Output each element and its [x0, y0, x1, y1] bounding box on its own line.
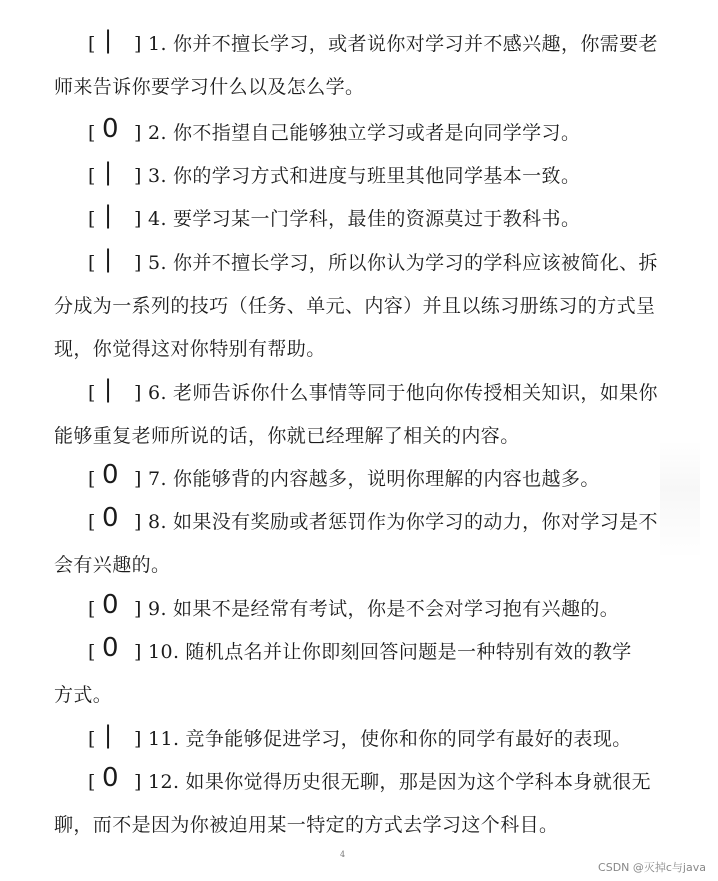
question-item [54, 198, 686, 241]
question-text: 要学习某一门学科，最佳的资源莫过于教科书。 [172, 208, 581, 230]
question-item [54, 155, 686, 198]
question-item [54, 631, 686, 717]
question-number: 1. [148, 33, 167, 55]
handwritten-zero-mark: 0 [102, 633, 119, 663]
question-text: 你不指望自己能够独立学习或者是向同学学习。 [172, 122, 581, 144]
answer-bracket [88, 718, 148, 761]
question-text: 老师告诉你什么事情等同于他向你传授相关知识，如果你 [172, 382, 658, 404]
scan-smudge [660, 440, 700, 560]
bracket-close: ] [134, 468, 142, 490]
bracket-open: [ [88, 33, 96, 55]
question-item [54, 112, 686, 155]
question-item [54, 242, 686, 371]
question-text: 你能够背的内容越多，说明你理解的内容也越多。 [172, 468, 600, 490]
bracket-close: ] [134, 771, 142, 793]
question-number: 10. [148, 641, 180, 663]
question-text-continued: 会有兴趣的。 [54, 554, 171, 576]
question-item [54, 23, 686, 109]
question-number: 3. [148, 165, 167, 187]
bracket-open: [ [88, 208, 96, 230]
answer-bracket [88, 112, 148, 155]
bracket-close: ] [134, 641, 142, 663]
question-text: 如果不是经常有考试，你是不会对学习抱有兴趣的。 [172, 598, 620, 620]
bracket-close: ] [134, 208, 142, 230]
answer-bracket [88, 198, 148, 241]
bracket-close: ] [134, 122, 142, 144]
bracket-close: ] [134, 598, 142, 620]
question-item [54, 761, 686, 847]
question-number: 4. [148, 208, 167, 230]
question-text-continued: 师来告诉你要学习什么以及怎么学。 [54, 76, 365, 98]
question-item [54, 588, 686, 631]
question-item [54, 718, 686, 761]
question-number: 8. [148, 511, 167, 533]
bracket-open: [ [88, 165, 96, 187]
question-text: 你的学习方式和进度与班里其他同学基本一致。 [172, 165, 581, 187]
bracket-open: [ [88, 468, 96, 490]
answer-bracket [88, 458, 148, 501]
page-number: 4 [340, 850, 346, 859]
handwritten-one-mark: | [104, 26, 113, 54]
handwritten-zero-mark: 0 [102, 503, 119, 533]
answer-bracket [88, 588, 148, 631]
answer-bracket [88, 372, 148, 415]
question-text-continued: 能够重复老师所说的话，你就已经理解了相关的内容。 [54, 425, 520, 447]
handwritten-one-mark: | [104, 375, 113, 403]
question-first-line [54, 155, 686, 198]
handwritten-one-mark: | [104, 721, 113, 749]
question-number: 7. [148, 468, 167, 490]
question-text-continued: 方式。 [54, 684, 113, 706]
bracket-open: [ [88, 122, 96, 144]
question-number: 9. [148, 598, 167, 620]
answer-bracket [88, 631, 148, 674]
question-first-line [54, 23, 686, 66]
bracket-close: ] [134, 382, 142, 404]
question-first-line [54, 458, 686, 501]
question-number: 2. [148, 122, 167, 144]
question-first-line [54, 631, 686, 674]
question-first-line [54, 198, 686, 241]
bracket-open: [ [88, 382, 96, 404]
answer-bracket [88, 155, 148, 198]
bracket-open: [ [88, 252, 96, 274]
bracket-close: ] [134, 33, 142, 55]
handwritten-one-mark: | [104, 158, 113, 186]
bracket-open: [ [88, 771, 96, 793]
question-number: 6. [148, 382, 167, 404]
question-number: 5. [148, 252, 167, 274]
handwritten-one-mark: | [104, 245, 113, 273]
handwritten-zero-mark: 0 [102, 763, 119, 793]
question-first-line [54, 242, 686, 285]
question-text: 竞争能够促进学习，使你和你的同学有最好的表现。 [185, 728, 632, 750]
question-first-line [54, 588, 686, 631]
question-item [54, 372, 686, 458]
question-text-continued: 聊，而不是因为你被迫用某一特定的方式去学习这个科目。 [54, 814, 559, 836]
handwritten-zero-mark: 0 [102, 460, 119, 490]
question-number: 11. [148, 728, 180, 750]
answer-bracket [88, 761, 148, 804]
question-first-line [54, 761, 686, 804]
handwritten-one-mark: | [104, 201, 113, 229]
question-text-continued: 现，你觉得这对你特别有帮助。 [54, 338, 326, 360]
question-number: 12. [148, 771, 180, 793]
bracket-close: ] [134, 511, 142, 533]
question-text: 你并不擅长学习，所以你认为学习的学科应该被简化、拆 [172, 252, 658, 274]
answer-bracket [88, 23, 148, 66]
bracket-open: [ [88, 641, 96, 663]
question-first-line [54, 718, 686, 761]
bracket-open: [ [88, 598, 96, 620]
question-item [54, 501, 686, 587]
watermark: CSDN @灭掉c与java [598, 861, 706, 874]
question-text: 你并不擅长学习，或者说你对学习并不感兴趣，你需要老 [172, 33, 658, 55]
handwritten-zero-mark: 0 [102, 590, 119, 620]
question-first-line [54, 372, 686, 415]
question-first-line [54, 501, 686, 544]
bracket-close: ] [134, 165, 142, 187]
question-text: 如果没有奖励或者惩罚作为你学习的动力，你对学习是不 [172, 511, 658, 533]
question-text: 如果你觉得历史很无聊，那是因为这个学科本身就很无 [185, 771, 652, 793]
bracket-close: ] [134, 728, 142, 750]
bracket-open: [ [88, 511, 96, 533]
handwritten-zero-mark: 0 [102, 114, 119, 144]
question-text-continued: 分成为一系列的技巧（任务、单元、内容）并且以练习册练习的方式呈 [54, 295, 656, 317]
answer-bracket [88, 242, 148, 285]
question-first-line [54, 112, 686, 155]
question-item [54, 458, 686, 501]
bracket-open: [ [88, 728, 96, 750]
bracket-close: ] [134, 252, 142, 274]
question-text: 随机点名并让你即刻回答问题是一种特别有效的教学 [185, 641, 632, 663]
answer-bracket [88, 501, 148, 544]
